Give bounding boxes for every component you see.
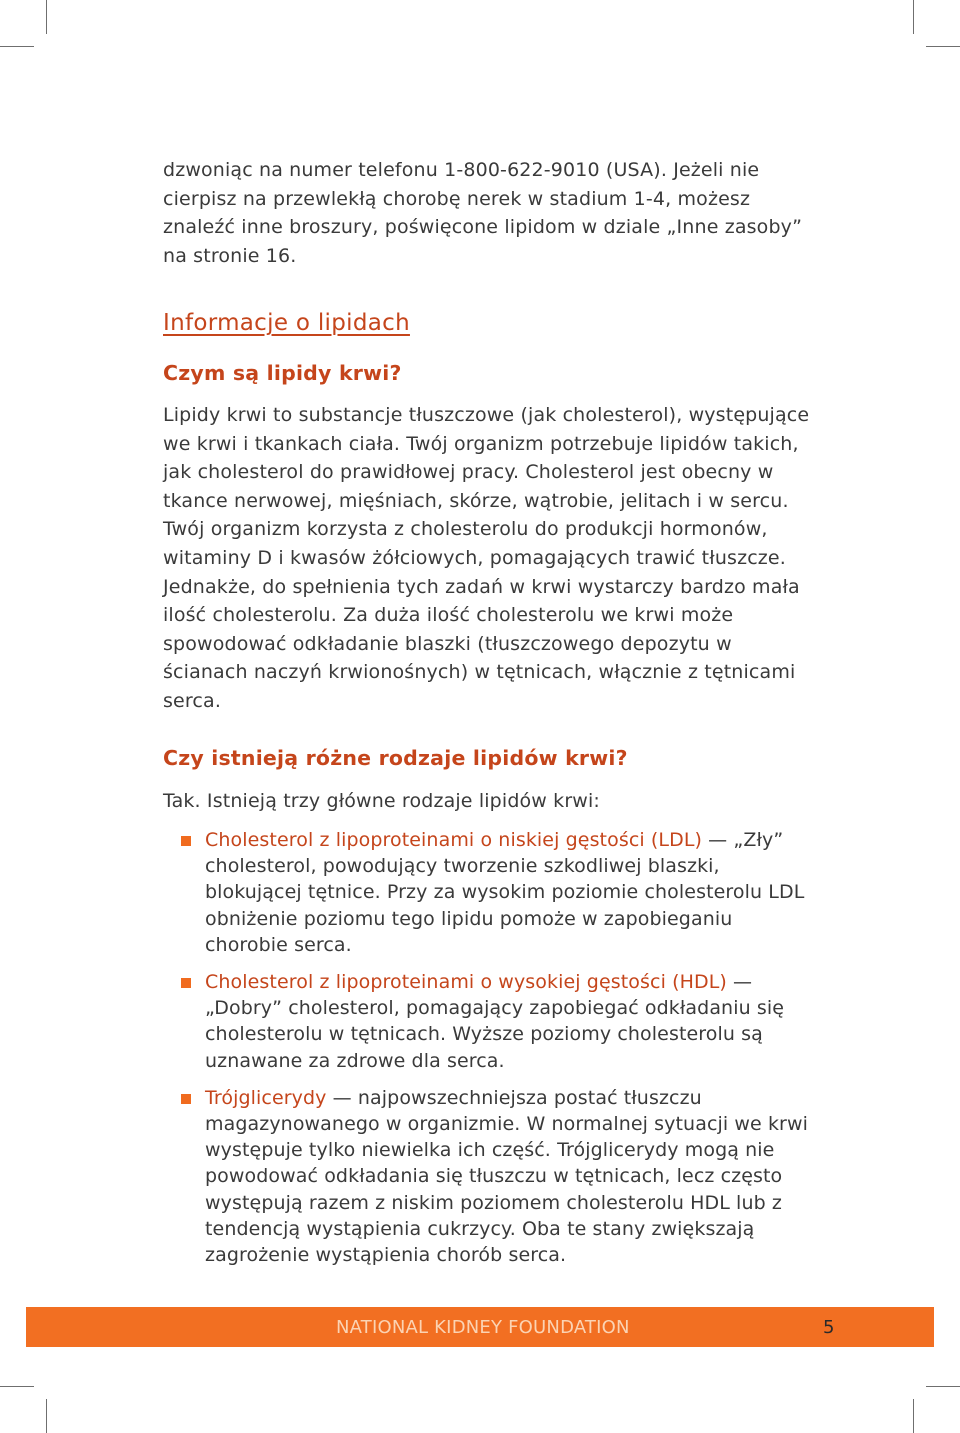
term-ldl: Cholesterol z lipoproteinami o niskiej gęstości (LDL) [205, 829, 703, 851]
crop-mark-top-left [46, 0, 47, 34]
list-item-ldl [163, 827, 813, 958]
crop-mark-bottom-right-horizontal [926, 1386, 960, 1387]
bullet-square-icon [181, 836, 191, 846]
bullet-square-icon [181, 978, 191, 988]
footer-bar [26, 1307, 934, 1347]
bullet-square-icon [181, 1094, 191, 1104]
desc-triglycerides: — najpowszechniejsza postać tłuszczu magazynowanego w organizmie. W normalnej sytuacji we krwi występuje tylko niewielka ich część. Trójglicerydy mogą nie powodować odkładania się tłuszczu w tętnicach, lecz często występują razem z niskim poziomem cholesterolu HDL lub z tendencją wystąpienia cukrzycy. Oba te stany zwiększają zagrożenie wystąpienia chorób serca. [205, 1086, 808, 1267]
crop-mark-top-left-horizontal [0, 46, 34, 47]
question-1-title: Czym są lipidy krwi? [163, 361, 402, 385]
intro-paragraph: dzwoniąc na numer telefonu 1-800-622-9010 (USA). Jeżeli nie cierpisz na przewlekłą chorobę nerek w stadium 1-4, możesz znaleźć inne broszury, poświęcone lipidom w dziale „Inne zasoby” na stronie 16. [163, 159, 803, 267]
desc-hdl: — „Dobry” cholesterol, pomagający zapobiegać odkładaniu się cholesterolu w tętnicach. Wyższe poziomy cholesterolu są uznawane za zdrowe dla serca. [205, 971, 785, 1072]
desc-ldl: — „Zły” cholesterol, powodujący tworzenie szkodliwej blaszki, blokującej tętnice. Przy za wysokim poziomie cholesterolu LDL obniżenie poziomu tego lipidu pomoże w zapobieganiu chorobie serca. [205, 829, 805, 956]
footer-organization: NATIONAL KIDNEY FOUNDATION [336, 1317, 630, 1338]
page-content [163, 156, 813, 1267]
crop-mark-bottom-right [913, 1399, 914, 1433]
term-triglycerides: Trójglicerydy [205, 1086, 327, 1109]
question-1-body: Lipidy krwi to substancje tłuszczowe (jak cholesterol), występujące we krwi i tkankach ciała. Twój organizm potrzebuje lipidów takich, jak cholesterol do prawidłowej pracy. Cholesterol jest obecny w tkance nerwowej, mięśniach, skórze, wątrobie, jelitach i w sercu. Twój organizm korzysta z cholesterolu do produkcji hormonów, witaminy D i kwasów żółciowych, pomagających trawić tłuszcze. Jednakże, do spełnienia tych zadań w krwi wystarczy bardzo mała ilość cholesterolu. Za duża ilość cholesterolu we krwi może spowodować odkładanie blaszki (tłuszczowego depozytu w ścianach naczyń krwionośnych) w tętnicach, włącznie z tętnicami serca. [163, 404, 810, 712]
section-title: Informacje o lipidach [163, 310, 410, 336]
list-item-hdl [163, 969, 813, 1074]
crop-mark-bottom-left [46, 1399, 47, 1433]
crop-mark-top-right-horizontal [926, 46, 960, 47]
list-item-triglycerides [163, 1085, 813, 1268]
question-2-intro: Tak. Istnieją trzy główne rodzaje lipidów krwi: [163, 790, 600, 812]
lipid-types-list [163, 827, 813, 1268]
page-number: 5 [823, 1317, 835, 1338]
question-2-title: Czy istnieją różne rodzaje lipidów krwi? [163, 746, 628, 770]
crop-mark-bottom-left-horizontal [0, 1386, 34, 1387]
crop-mark-top-right [913, 0, 914, 34]
term-hdl: Cholesterol z lipoproteinami o wysokiej gęstości (HDL) [205, 971, 727, 994]
